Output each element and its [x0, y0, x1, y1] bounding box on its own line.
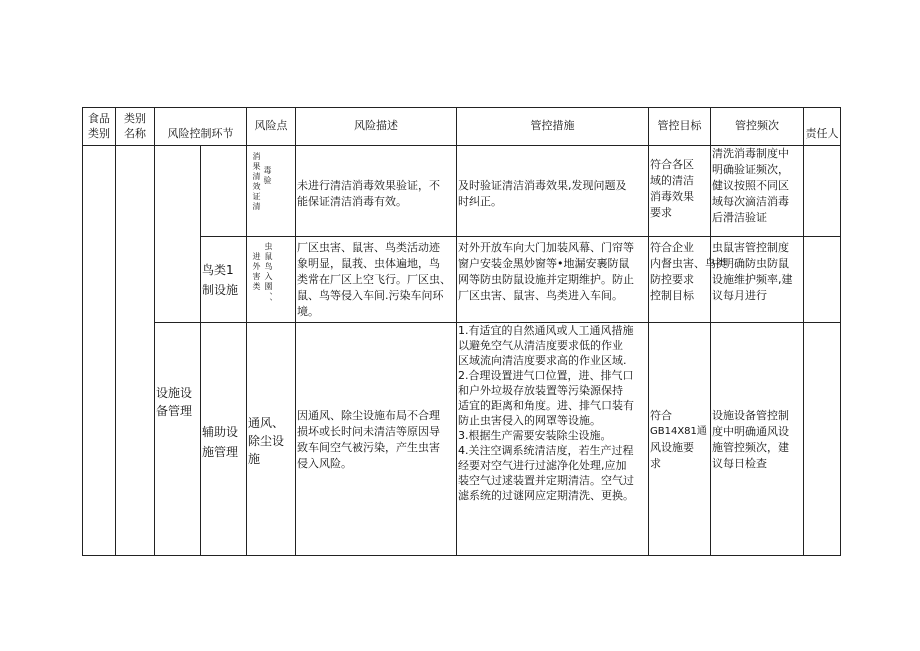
r2-target-line: 控制目标 [650, 289, 694, 302]
header-category-name-line2: 名称 [124, 127, 146, 140]
r3-measures-line: 区域流向清洁度要求高的作业区域. [458, 354, 627, 367]
r1-description [297, 178, 440, 210]
header-control-frequency: 管控频次 [735, 119, 779, 132]
r3-measures-line: 4.关注空调系统清洁度，若生产过程 [458, 444, 634, 457]
r3-risk-point-line: 施 [248, 452, 261, 466]
header-risk-description: 风险描述 [354, 119, 398, 132]
header-control-target: 管控目标 [657, 119, 702, 132]
table-top-border [82, 107, 841, 108]
col-border-7 [648, 107, 649, 556]
header-risk-point: 风险点 [254, 119, 288, 132]
r3-description-line: 致车间空气被污染，产生虫害 [297, 441, 440, 454]
r2-description-line: 鼠、鸟等侵入车间.污染车问环 [297, 289, 444, 302]
r1-measures-line: 及时验证清洁消毒效果,发现问题及 [458, 179, 627, 192]
header-responsible: 责任人 [805, 127, 839, 140]
r1-frequency-line: 后滑洁验证 [712, 211, 767, 224]
col-border-9 [803, 107, 804, 556]
r3-measures-line: 和户外垃圾存放装置等污染源保持 [458, 384, 623, 397]
r2-sub-link [202, 262, 238, 298]
r3-measures [458, 323, 634, 503]
r3-target-line: 风设施要 [650, 441, 694, 454]
r1-frequency-line: 域每次滴洁消毒 [712, 195, 789, 208]
col-border-3 [200, 145, 201, 556]
r2-description-line: 类常在厂区上空飞行。厂区虫、 [297, 273, 451, 286]
row-divider-1 [200, 236, 841, 237]
r1-frequency-line: 明确验证频次， [712, 163, 789, 176]
r3-description [297, 408, 440, 472]
r2-target-line: 防控要求 [650, 273, 694, 286]
col-border-0 [82, 107, 83, 556]
col-border-6 [456, 107, 457, 556]
r2-frequency [712, 240, 793, 304]
r3-main-link-line: 设施设 [156, 386, 193, 400]
r3-risk-point [248, 414, 284, 468]
table-bottom-border [82, 555, 841, 556]
r3-description-line: 因通风、除尘设施布局不合理 [297, 409, 440, 422]
r3-measures-line: 经要对空气进行过滤净化处理,应加 [458, 459, 627, 472]
r3-measures-line: 3.根据生产需要安装除尘设施。 [458, 429, 612, 442]
header-control-measures: 管控措施 [530, 119, 575, 132]
r3-measures-line: 防止虫害侵入的网罩等设施。 [458, 414, 601, 427]
r2-frequency-line: 虫鼠害管控制度 [712, 241, 789, 254]
r2-sub-link-line: 鸟类1 [202, 263, 234, 277]
r2-target-line: 符合企业 [650, 241, 694, 254]
r3-measures-line: 装空气过逑装置并定期清洁。空气过 [458, 474, 634, 487]
r1-description-line: 能保证清洁消毒有效。 [297, 195, 407, 208]
r2-frequency-line: 设施维护频率,建 [712, 273, 793, 286]
r2-frequency-line: 议每月进行 [712, 289, 767, 302]
r1-description-line: 未进行清洁消毒效果验证，不 [297, 179, 440, 192]
r2-frequency-line: 中明确防虫防鼠 [712, 257, 789, 270]
header-control-link: 风险控制环节 [167, 127, 234, 140]
r2-measures-line: 窗户安装金黑妙窗等•地漏安裹防鼠 [458, 257, 630, 270]
col-border-4 [246, 107, 247, 556]
r2-description-line: 境。 [297, 305, 319, 318]
col-border-8 [710, 107, 711, 556]
r2-target-line: 内督虫害、鸟类 [650, 257, 727, 270]
r1-risk-point-a: 毒验 [263, 166, 272, 186]
r3-sub-link-line: 施管理 [202, 445, 239, 459]
r3-frequency-line: 施管控频次，建 [712, 441, 789, 454]
r3-frequency-line: 设施设备管控制 [712, 409, 789, 422]
r1-target-line: 消毒效果 [650, 190, 694, 203]
col-border-5 [295, 107, 296, 556]
r3-measures-line: 以避免空气从清洁度要求低的作业 [458, 339, 623, 352]
r2-measures [458, 240, 634, 304]
r1-measures [458, 178, 627, 210]
r1-measures-line: 时纠正。 [458, 195, 502, 208]
r3-sub-link-line: 辅助设 [202, 425, 239, 439]
r3-measures-line: 2.合理设置进气口位置，进、排气口 [458, 369, 634, 382]
r1-risk-point-b: 消果清效证清 [252, 152, 261, 212]
r2-measures-line: 网等防虫防鼠设施并定期维护。防止 [458, 273, 634, 286]
r3-target-line: 求 [650, 457, 661, 470]
r1-frequency-line: 健议按照不同区 [712, 179, 789, 192]
r3-frequency-line: 议每日检查 [712, 457, 767, 470]
r3-measures-line: 1.有适宜的自然通风或人工通风措施 [458, 324, 634, 337]
header-category-name-line1: 类别 [124, 112, 146, 125]
r3-target-line: 符合 [650, 409, 672, 422]
r2-risk-point-a: 进外害类 [252, 252, 261, 292]
r3-measures-line: 滤系统的过谜网应定期清洗、更换。 [458, 489, 634, 502]
r3-description-line: 侵入风险。 [297, 457, 352, 470]
r1-frequency-line: 清洗消毒制度中 [712, 147, 789, 160]
r3-sub-link [202, 422, 238, 462]
r3-frequency-line: 度中明确通风设 [712, 425, 789, 438]
col-border-2 [154, 107, 155, 556]
r3-target-line: GB14X81通 [650, 426, 707, 437]
r2-measures-line: 厂区虫害、鼠害、鸟类进入车间。 [458, 289, 623, 302]
r2-risk-point-b: 虫鼠鸟入園、、 [264, 242, 273, 308]
r1-target-line: 符合各区 [650, 158, 694, 171]
r3-measures-line: 适宜的距离和角度。进、排气口装有 [458, 399, 634, 412]
header-food-category-line2: 类别 [88, 127, 110, 140]
r1-target [650, 157, 694, 221]
r3-main-link [156, 384, 192, 420]
col-border-1 [115, 107, 116, 556]
col-border-10 [840, 107, 841, 556]
r1-target-line: 要求 [650, 206, 672, 219]
r2-measures-line: 对外开放车向大门加装风幕、门帘等 [458, 241, 634, 254]
r3-frequency [712, 408, 789, 472]
r3-description-line: 损坏或长时问未清洁等原因导 [297, 425, 440, 438]
r3-main-link-line: 备管理 [156, 404, 193, 418]
r3-risk-point-line: 除尘设 [248, 434, 285, 448]
r2-description [297, 240, 451, 320]
header-food-category-line1: 食品 [88, 112, 110, 125]
r2-sub-link-line: 制设施 [202, 283, 239, 297]
r1-frequency [712, 146, 789, 226]
r1-target-line: 域的清洁 [650, 174, 694, 187]
r2-description-line: 厂区虫害、鼠害、鸟类活动迹 [297, 241, 440, 254]
r3-target [650, 408, 707, 472]
r3-risk-point-line: 通风、 [248, 416, 285, 430]
r2-description-line: 象明显，鼠莪、虫体遍地，鸟 [297, 257, 440, 270]
